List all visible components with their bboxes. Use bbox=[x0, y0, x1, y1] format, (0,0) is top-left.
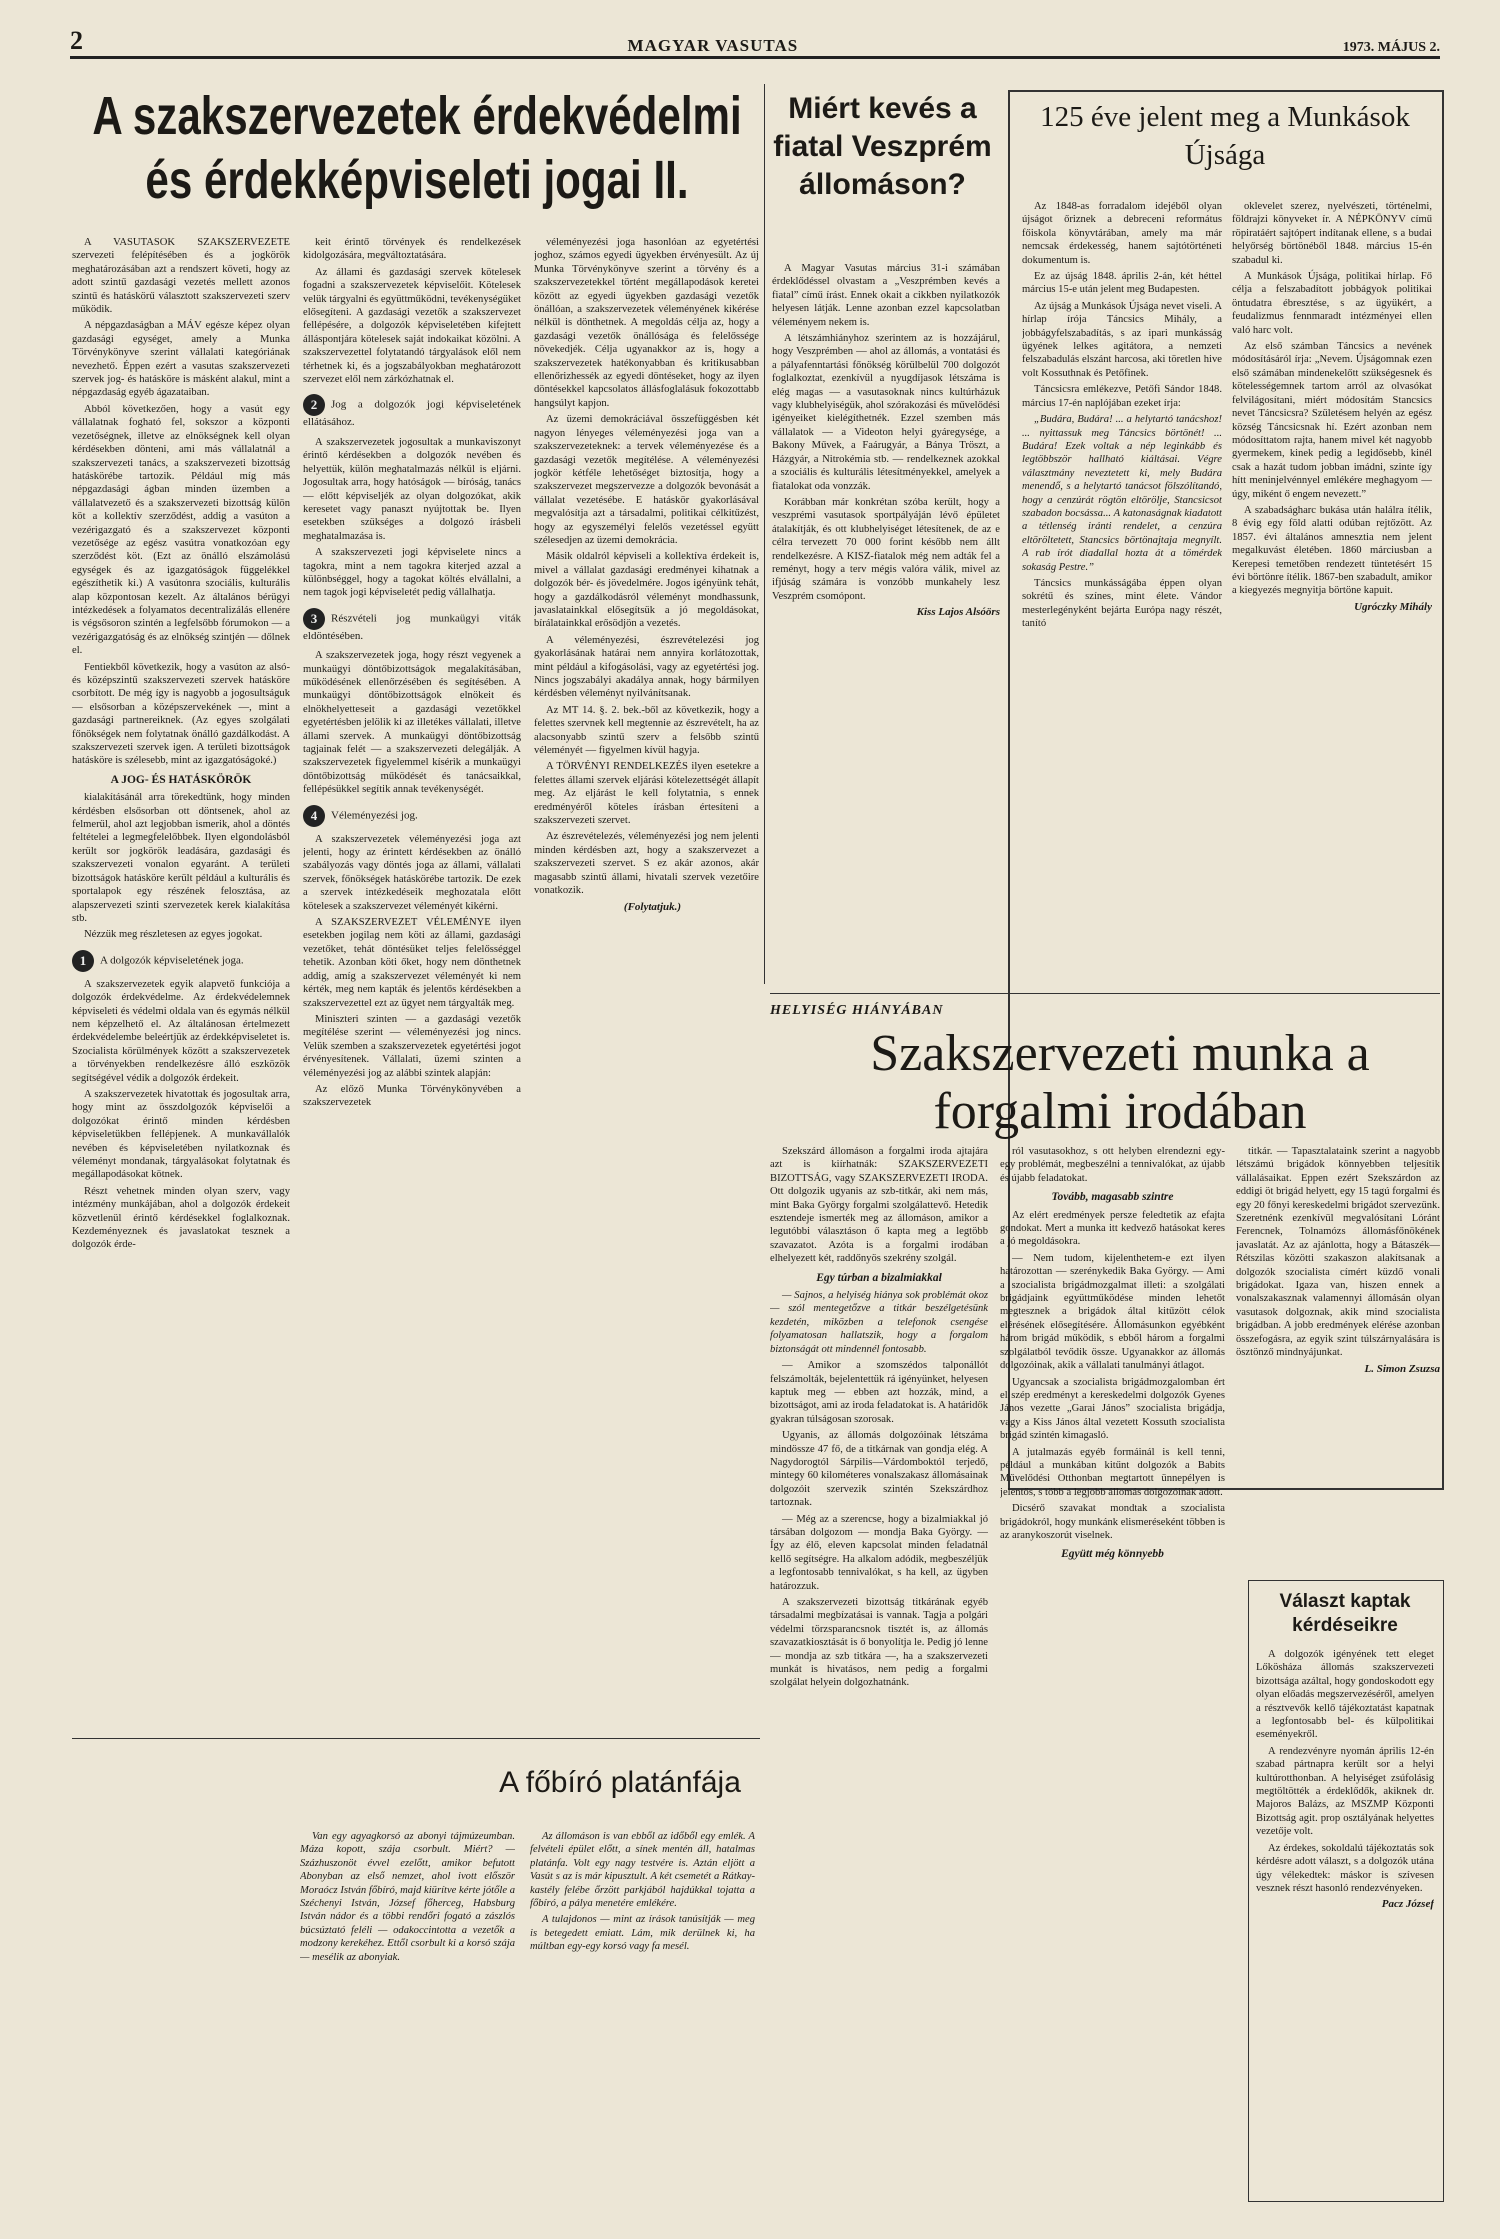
subheading: A JOG- ÉS HATÁSKÖRÖK bbox=[110, 773, 252, 786]
paragraph: titkár. — Tapasztalataink szerint a nagyobb létszámú brigádok könnyebben teljesítik vállalásaikat. Eppen ezért Szekszárdon az eddigi öt brigád helyett, egy 15 tagú forgalmi és egy 20 főnyi kereskedelmi brigádot szervezünk. Szeretnénk ezenkívül megvalósítani Lóránt Ferencnek, Tolnamózs állomásfőnökének javaslatát. Az az ajánlotta, hogy a Bátaszék—Rétszilas közötti szakaszon alakítsanak a dolgozók szocialista címért küzdő vonali brigádokat. Igaza van, hiszen ennek a vonalszakasznak valamennyi állomásán olyan vasutasok dolgoznak, akik mind szocialista brigádban. A jobb eredmények elérése azonban összefogásra, az egyik szint túlszárnyalására is ösztönző mindnyájunkat. bbox=[1236, 1146, 1440, 1359]
paragraph: Táncsics munkásságába éppen olyan sokrétű és színes, mint élete. Vándor mesterlegényként bejárta Európa nagy részét, tanító bbox=[1022, 577, 1222, 630]
paragraph: Fentiekből következik, hogy a vasúton az alsó- és középszintű szakszervezeti szervek hatásköre csorbított. De még így is nagyobb a jogosultságuk — elsősorban a középszervekének —, mint a gazdasági partnereiknek. (Az egyes szolgálati főnökségek nem folytatnak önálló gazdálkodást. A szakszervezeti szervek igen. A területi bizottságok hatásköre is szélesebb, mint az igazgatóságoké.) bbox=[72, 661, 290, 767]
main-article-col1 bbox=[72, 236, 290, 1850]
paragraph: — Még az a szerencse, hogy a bizalmiakkal jó társában dolgozom — mondja Baka György. — Így az élő, eleven kapcsolat minden feladatnál kellő segítségre. Ha alkalom adódik, megbeszéljük a legfontosabb tennivalókat, s ha kell, az ügyben határozzuk. bbox=[770, 1513, 988, 1592]
paragraph: kialakításánál arra törekedtünk, hogy minden kérdésben elsősorban ott döntsenek, ahol az felmerül, ahol azt legjobban ismerik, ahol a döntés feltételei a legmegfelelőbbek. Ilyen elgondolásból került sor jogkörök leadására, gazdasági és szakszervezeti vonalon egyaránt. A területi bizottságok hatásköre került például a kulturális és sportalapok egy részének felosztása, az alapszervezeti szinti szervezetek kerek kialakítása stb. bbox=[72, 792, 290, 924]
author-signature: Ugróczky Mihály bbox=[1354, 600, 1432, 613]
paragraph: Abból következően, hogy a vasút egy vállalatnak fogható fel, sokszor a központi vezetőségnek, illetve az elnökségnek kell olyan kérdésekben dönteni, ami más vállalatnál a szakszervezeti tanács, a szakszervezeti bizottság hatáskörébe tartozik. Például míg más népgazdasági ágban minden üzemben a vállalatvezető és a szakszervezeti bizottság külön köt a kollektív szerződést, addig a vasúton a vezérigazgató és a szakszervezet központi vezetősége az egész vasútra vonatkozóan egy szerződést köt. (Ezt az önálló elszámolású egységek és az igazgatóságok függelékkel egészíthetik ki.) A vasútonra szociális, kulturális alap központosan kezelt. Az általános bérügyi intézkedések a folyamatos decentralizálás ellenére is végsősoron szintén a legfelsőbb fórumokon — a vezérigazgatóság és az elnökség szintjén — dőlnek el. bbox=[72, 403, 290, 657]
boxed-notice-body bbox=[1256, 1648, 1434, 2193]
paragraph: — Nem tudom, kijelenthetem-e ezt ilyen határozottan — szerénykedik Baka György. — Ami a szocialista brigádmozgalmat illeti: a szolgálati brigádjaink együttműködése minden lehetőt megtesznek a brigádok által kitűzött célok elérésének elősegítésére. Állomásunkon egyébként három brigád működik, s ebből három a forgalmi szolgálatból tevődik össze. Ugyanakkor az állomás dolgozóinak, akik a vállalati tanulmányi átlagot. bbox=[1000, 1252, 1225, 1372]
author-signature: L. Simon Zsuzsa bbox=[1364, 1362, 1440, 1375]
article2-col3 bbox=[1236, 1145, 1440, 1565]
article3-col2 bbox=[530, 1830, 755, 2190]
paragraph: A szakszervezeti jogi képviselete nincs a tagokra, mint a nem tagokra kiterjed azzal a különbséggel, hogy a tagokat költés elvállalni, a nem tagok jogi képviseletét pedig vállalhatja. bbox=[303, 547, 521, 599]
masthead bbox=[70, 26, 1440, 59]
paragraph: Van egy agyagkorsó az abonyi tájmúzeumban. Máza kopott, szája csorbult. Miért? — Százhuszonöt évvel ezelőtt, amikor befutott Abonyban az első nemzet, ahol ivott először Moraócz István főbíró, majd kiürítve kérte jótőle a Széchenyi István, József főherceg, Habsburg István nádor és a többi rendőri fogató a zászlós búcsúztató feléli — odakoccintotta a vezetők a modzony kerekéhez. Ettől csorbult ki a korsó szája — mesélik az abonyiak. bbox=[300, 1831, 515, 1963]
boxed-article-col2 bbox=[1232, 200, 1432, 980]
section-2 bbox=[303, 394, 521, 429]
newspaper-name: MAGYAR VASUTAS bbox=[627, 36, 799, 55]
paragraph: ról vasutasokhoz, s ott helyben elrendezni egy-egy problémát, megbeszélni a tennivalókat, az újabb és újabb feladatokat. bbox=[1000, 1146, 1225, 1184]
paragraph: A Munkások Újsága, politikai hírlap. Fő célja a felszabadított jobbágyok politikai öntudatra ébresztése, s az ügyükért, a feudalizmus fennmaradt intézményei ellen való harc volt. bbox=[1232, 271, 1432, 336]
number-badge-1: 1 bbox=[72, 950, 94, 972]
subheading: Egy túrban a bizalmiakkal bbox=[816, 1271, 942, 1284]
section-title: Jog a dolgozók jogi képviseletének ellátásához. bbox=[303, 399, 521, 429]
paragraph: keit érintő törvények és rendelkezések kidolgozására, megváltoztatására. bbox=[303, 237, 521, 262]
paragraph: Ugyanis, az állomás dolgozóinak létszáma mindössze 47 fő, de a titkárnak van gondja elég. A Nagydorogtól Sárpilis—Várdomboktól terjedő, mintegy 60 kilométeres vonalszakasz állomásainak dolgozóit szervezik szintén Szekszárdhoz tartoznak. bbox=[770, 1430, 988, 1509]
paragraph: Részt vehetnek minden olyan szerv, vagy intézmény munkájában, ahol a dolgozók érdekeit közvetlenül érintő kérdésekkel foglalkoznak. Kezdeményeznek és javaslatokat tesznek a dolgozók érde- bbox=[72, 1185, 290, 1251]
author-signature: Pacz József bbox=[1381, 1898, 1434, 1911]
boxed-article-headline: 125 éve jelent meg a Munkások Újsága bbox=[1040, 101, 1410, 171]
paragraph: A szakszervezeti bizottság titkárának egyéb társadalmi megbízatásai is vannak. Tagja a polgári védelmi törzsparancsnok tisztét is, az állomás szavazatkiosztását is ő bonyolítja le. Pedig jó lenne — mondja az szb titkára —, ha a szakszervezeti munkát is hivatásos, nem pedig a forgalmi szolgálat helyein dolgozhatnánk. bbox=[770, 1597, 988, 1689]
paragraph: Az állami és gazdasági szervek kötelesek fogadni a szakszervezetek képviselőit. Kötelesek velük tárgyalni és együttműködni, tevékenységüket elősegíteni. A gazdasági vezetők a szakszervezet fellépésére, a dolgozók képviseletében kifejtett álláspontjára kötelesek saját indokaikat közölni. A szakszervezettel folytatandó tárgyalások elől nem térhetnek ki, és a jogszabályokban meghatározott szervezet elől nem zárkózhatnak el. bbox=[303, 266, 521, 386]
paragraph: Az észrevételezés, véleményezési jog nem jelenti minden kérdésben azt, hogy a szakszervezet a szakszervezeti szervet. S ez akár azonos, akár magasabb szintű állami, hivatali szervek vezetőire vonatkozik. bbox=[534, 831, 759, 897]
column-rule bbox=[764, 84, 765, 984]
paragraph: oklevelet szerez, nyelvészeti, történelmi, földrajzi könyveket ír. A NÉPKÖNYV című röpiratáért sajtópert indítanak ellene, s a budai helyőrség börtönéből 1848. március 15-én szabadul ki. bbox=[1232, 201, 1432, 266]
paragraph: Ez az újság 1848. április 2-án, két héttel március 15-e után jelent meg Budapesten. bbox=[1022, 271, 1222, 296]
paragraph: A TÖRVÉNYI RENDELKEZÉS ilyen esetekre a felettes állami szervek eljárási kötelezettségét állapít meg. Az eljárást le kell folytatnia, s ennek eredményéről köteles írásban értesíteni a szakszervezeti szervet. bbox=[534, 761, 759, 827]
paragraph: Korábban már konkrétan szóba került, hogy a veszprémi vasutasok sportpályáján lévő épületet átalakítják, és ott klubhelyiséget létesítenek, de az e célra tervezett 70 000 forint később nem állt rendelkezésre. A KISZ-fiatalok még nem adták fel a reményt, hogy a terv mégis valóra válik, mivel az ifjúság számára is vonzóbb munkahely lesz Veszprém csomópont. bbox=[772, 496, 1000, 602]
paragraph: Az előző Munka Törvénykönyvében a szakszervezetek bbox=[303, 1083, 521, 1109]
paragraph: Szekszárd állomáson a forgalmi iroda ajtajára azt is kiírhatnák: SZAKSZERVEZETI BIZOTTSÁG, vagy SZAKSZERVEZETI IRODA. Ott dolgozik ugyanis az szb-titkár, aki nem más, mint Baka György forgalmi szolgálattevő. Hetedik esztendeje ismerték meg az állomáson, amikor a legutóbbi választáson ő kapta meg a legtöbb szavazatot. Azóta is a forgalmi irodában elhelyezett két, raddőnyös szekrény szolgál. bbox=[770, 1146, 988, 1265]
paragraph: A szakszervezetek hivatottak és jogosultak arra, hogy mint az összdolgozók képviselői a dolgozókat érintő minden kérdésben képviseletükben fellépjenek. A munkavállalók nevében és képviseletében nyilatkoznak és véleményt mondanak, tárgyalásokat folytatnak és megállapodásokat kötnek. bbox=[72, 1088, 290, 1181]
paragraph: Az érdekes, sokoldalú tájékoztatás sok kérdésre adott választ, s a dolgozók utána úgy vélekedtek: máskor is szívesen vesznek részt hasonló rendezvényeken. bbox=[1256, 1842, 1434, 1894]
paragraph: A VASUTASOK SZAKSZERVEZETE szervezeti felépítésében és a jogkörök meghatározásában azt a rendszert követi, hogy az adott szintű gazdasági vezetés mellett azonos szintű és hatáskörű választott szakszervezeti szerv működik. bbox=[72, 237, 290, 316]
paragraph: A Magyar Vasutas március 31-i számában érdeklődéssel olvastam a „Veszprémben kevés a fiatal” című írást. Ennek okait a cikkben nyilatkozók helyesen látják. Lenne azonban ezzel kapcsolatban véleményem nekem is. bbox=[772, 263, 1000, 328]
paragraph: „Budára, Budára! ... a helytartó tanácshoz! ... nyittassuk meg Táncsics börtönét! ... Budára! Ezek voltak a nép leginkább és legtöbbször hallható kiáltásai. Végre választmány neveztetett ki, mely Budára menendő, s a helytartó tanácsot fölszólítandó, hogy a cenzúrát rögtön eltörölje, Stancsicsot szabadon bocsássa... A katonaságnak kiadatott a tétlenség iránti rendelet, a cenzúra eltöröltetett, Stancsics börtönajtaja megnyílt. A rab írót diadallal hozta át a tömérdek sokaság Pestre.” bbox=[1022, 414, 1222, 573]
subheading: Együtt még könnyebb bbox=[1061, 1548, 1164, 1561]
boxed-notice-headline: Választ kaptak kérdéseikre bbox=[1279, 1591, 1411, 1636]
paragraph: A rendezvényre nyomán április 12-én szabad pártnapra került sor a helyi kultúrotthonban. A helyiséget zsúfolásig megtöltötték a érdeklődők, akiknek dr. Majoros Balázs, az MSZMP Központi Bizottság agit. prop osztályának helyettes vezetője volt. bbox=[1256, 1745, 1434, 1838]
section-title: A dolgozók képviseletének joga. bbox=[100, 954, 244, 967]
section-4 bbox=[303, 805, 521, 827]
paragraph: Táncsicsra emlékezve, Petőfi Sándor 1848. március 17-én naplójában ezeket írja: bbox=[1022, 384, 1222, 409]
paragraph: A népgazdaságban a MÁV egésze képez olyan gazdasági egységet, amely a Munka Törvénykönyve szerint vállalati kategóriának nevezhető. Éppen ezért a vasutas szakszervezeti szervek jog- és hatásköre is másként alakul, mint a népgazdaság egyéb ágazataiban. bbox=[72, 320, 290, 399]
author-signature: Kiss Lajos Alsóörs bbox=[916, 606, 1000, 619]
paragraph: Az MT 14. §. 2. bek.-ből az következik, hogy a felettes szervnek kell megtennie az észrevételt, ha az alacsonyabb szintű szerv a felsőbb szintű véleményét — figyelmen kívül hagyja. bbox=[534, 704, 759, 757]
paragraph: Dicsérő szavakat mondtak a szocialista brigádokról, hogy munkánk elismeréseként többen is az aranykoszorút viselnek. bbox=[1000, 1503, 1225, 1541]
section-3 bbox=[303, 608, 521, 643]
section-rule bbox=[72, 1738, 760, 1739]
section-title: Részvételi jog munkaügyi viták eldöntésében. bbox=[303, 612, 521, 642]
main-headline-line1: A szakszervezetek érdekvédelmi bbox=[92, 86, 742, 146]
number-badge-3: 3 bbox=[303, 608, 325, 630]
paragraph: Miniszteri szinten — a gazdasági vezetők megítélése szerint — véleményezési jog nincs. Velük szemben a szakszervezetek egyetértési jogot érvényesítenek. Vállalati, üzemi szinten a véleményezési jog az alábbi szintek alapján: bbox=[303, 1013, 521, 1079]
page-number: 2 bbox=[70, 26, 83, 55]
paragraph: Az állomáson is van ebből az időből egy emlék. A felvételi épület előtt, a sínek mentén áll, hatalmas platánfa. Volt egy nagy testvére is. Aztán eljött a Vasút s az is már kipusztult. A két csemetét a Rátkay-kastély felébe őrzött parkjából hajdúkkal tojatta a főbíró, a pálya menetére emlékére. bbox=[530, 1831, 755, 1910]
paragraph: A szabadságharc bukása után halálra ítélik, 8 évig egy föld alatti odúban rejtőzött. Az 1857. évi általános amnesztia nem jelent megalkuvást életében. 1860 márciusban a Kerepesi temetőben rendezett tüntetésért 15 évi börtönre ítélik. 1867-ben szabadult, amikor a kiegyezés megnyitja börtöne kapuit. bbox=[1232, 504, 1432, 597]
article2-col2 bbox=[1000, 1145, 1225, 2205]
paragraph: Ugyancsak a szocialista brigádmozgalomban ért el szép eredményt a kereskedelmi dolgozók Gyenes János vezette „Garai János” szocialista brigádja, vagy a Kiss János által vezetett Kossuth szocialista brigád szintén kimagasló. bbox=[1000, 1376, 1225, 1442]
paragraph: — Amikor a szomszédos talponállót felszámolták, bejelentettük rá igényünket, helyesen kaptuk meg — ebben azt hozzák, mind, a bizottságot, ami az iroda feladatokat is. A határidők gyakran túlságosan szorosak. bbox=[770, 1360, 988, 1425]
paragraph: Az újság a Munkások Újsága nevet viseli. A hírlap írója Táncsics Mihály, a jobbágyfelszabadítás, s az ipari munkásság ügyének lelkes agitátora, a nemzeti felszabadulás elszánt harcosa, aki töretlen hive volt Kossuthnak és Petőfinek. bbox=[1022, 300, 1222, 379]
paragraph: A véleményezési, észrevételezési jog gyakorlásának határai nem annyira korlátozottak, mint például a kifogásolási, vagy az egyetértési jog. Nincs jogszabályi akadálya annak, hogy bármilyen kérdésben véleményt nyilvánítsanak. bbox=[534, 634, 759, 700]
article2-col1 bbox=[770, 1145, 988, 2205]
section-1 bbox=[72, 950, 290, 972]
main-headline-line2: és érdekképviseleti jogai II. bbox=[145, 150, 689, 210]
side-headline: Miért kevés a fiatal Veszprém állomáson? bbox=[773, 92, 992, 201]
subheading: Tovább, magasabb szintre bbox=[1051, 1191, 1174, 1204]
paragraph: — Sajnos, a helyiség hiánya sok problémát okoz — szól mentegetőzve a titkár beszélgetésünk kezdetén, miközben a telefonok csengése folyamatosan hallatszik, hogy a forgalom biztonságát ott mindennél fontosabb. bbox=[770, 1290, 988, 1355]
section-title: Véleményezési jog. bbox=[331, 809, 418, 822]
paragraph: Az üzemi demokráciával összefüggésben két nagyon lényeges véleményezési joga van a szakszervezeteknek: a tervek véleményezése és a gazdasági vezetők megítélése. A véleményezési jogkör kétféle lehetőséget biztosítja, hogy a szakszervezet megszervezze a dolgozók bevonását a vállalat vezetésébe. E hatáskör gyakorlásával megvalósítja azt a társadalmi, politikai célkitűzést, hogy az egyszemélyi felelős vezetéssel együtt szélesedjen az üzemi demokrácia. bbox=[534, 414, 759, 546]
paragraph: Nézzük meg részletesen az egyes jogokat. bbox=[84, 929, 263, 941]
paragraph: A dolgozók igényének tett eleget Lőkösháza állomás szakszervezeti bizottsága azáltal, hogy gondoskodott egy olyan előadás megszervezéséről, amelyen a résztvevők kellő tájékoztatást kapatnak a legfontosabb bel- és külpolitikai eseményekről. bbox=[1256, 1649, 1434, 1741]
boxed-article-col1 bbox=[1022, 200, 1222, 980]
issue-date: 1973. MÁJUS 2. bbox=[1342, 40, 1440, 55]
paragraph: A szakszervezetek véleményezési joga azt jelenti, hogy az érintett kérdésekben az önálló szabályozás vagy döntés joga az állami, vállalati szervek, főnökségek hatáskörébe tartozik. De ezek a szervek intézkedéseik meghozatala előtt kötelesek a szakszervezet véleményét kikérni. bbox=[303, 833, 521, 912]
article2-headline: Szakszervezeti munka a forgalmi irodában bbox=[870, 1025, 1370, 1140]
paragraph: A szakszervezetek joga, hogy részt vegyenek a munkaügyi döntőbizottságok megalakításában, működésének ellenőrzésében és segítésében. A munkaügyi döntőbizottságok elnökeit és elnökhelyetteseit a gazdasági vezetőkkel egyetértésben jelölik ki az illetékes vállalati, illetve állami szervek. A munkaügyi döntőbizottság tagjainak felét — a szakszervezeti delegálják. A szakszervezetek figyelemmel kísérik a munkaügyi döntőbizottság működését és tanácsaikkal, fellépésükkel segítik annak tevékenységét. bbox=[303, 650, 521, 796]
paragraph: A létszámhiányhoz szerintem az is hozzájárul, hogy Veszprémben — ahol az állomás, a vontatási és a pályafenntartási főnökség körülbelül 700 dolgozót foglalkoztat, ezenkívül a nyugdíjasok létszáma is elég magas — a vasutasoknak nincs kultúrházuk vagy klubhelyiségük, ahol szórakozási és művelődési igényeiket kielégíthetnék. Ezzel szemben más vállalatok — a Videoton helyi gyáregysége, a Bakony Művek, a Faárugyár, a Bánya Tröszt, a Házgyár, a Nitrokémia stb. — rendelkeznek azokkal a szociális és kulturális létesítményekkel, amelyek a fiatalokat oda vonzzák. bbox=[772, 333, 1000, 492]
paragraph: Az első számban Táncsics a nevének módosításáról írja: „Nevem. Újságomnak ezen első számában mindenekelőtt szükségesnek és kötelességemnek tartom arról az olvasókat felvilágosítani, miért módosítám Stancsics nevet Táncsicsra? Születésem helyén az egész község Táncsicsnak hí. Ezért azonban nem módosíttatom rajta, hanem mivel két nagyobb gyermekem, kinek pedig a legidősebb, kinél csak a hazát tudom jobban imádni, szinte így hítt meninjelvénnyel emlékére meghagyom — úgy, miként ő engem nevezett.” bbox=[1232, 341, 1432, 500]
paragraph: A SZAKSZERVEZET VÉLEMÉNYE ilyen esetekben jogilag nem köti az állami, gazdasági vezetőket, tehát döntésüket teljes felelősséggel tehetik. Azonban köti őket, hogy nem dönthetnek addig, amíg a szakszervezet véleményét ki nem kérték, meg nem kapták és jelentős kérdésekben a szakszervezettel ezt az ügyet nem tárgyalták meg. bbox=[303, 917, 521, 1009]
paragraph: Az 1848-as forradalom idejéből olyan újságot őriznek a debreceni református főiskola könyvtárában, amely ma már nemcsak érdekesség, hanem sajtótörténeti dokumentum is. bbox=[1022, 201, 1222, 266]
paragraph: A szakszervezetek jogosultak a munkaviszonyt érintő kérdésekben a dolgozók nevében és helyettük, külön meghatalmazás nélkül is eljárni. Jogosultak arra, hogy hatóságok — bíróság, tanács — előtt képviseljék az olyan dolgozókat, akik keresetet vagy panaszt nyújtottak be. Ilyen esetekben szükséges a dolgozó írásbeli meghatalmazása is. bbox=[303, 436, 521, 542]
article2-kicker: HELYISÉG HIÁNYÁBAN bbox=[770, 1003, 944, 1018]
continuation-note: (Folytatjuk.) bbox=[623, 900, 682, 913]
paragraph: Az elért eredmények persze feledtetik az efajta gondokat. Mert a munka itt kedvező hatásokat keres a jó megoldásokra. bbox=[1000, 1209, 1225, 1248]
number-badge-4: 4 bbox=[303, 805, 325, 827]
paragraph: A jutalmazás egyéb formáinál is kell tenni, például a munkában kitűnt dolgozók a Babits Művelődési Otthonban megtartott ünnepélyen is jelentős, s több a legjobb állomás dolgozóinak adott. bbox=[1000, 1446, 1225, 1498]
paragraph: A szakszervezetek egyik alapvető funkciója a dolgozók érdekvédelme. Az érdekvédelemnek képviseleti és védelmi oldala van és egymás nélkül nem képzelhető el. Az általánosan értelmezett érdekvédelembe beleértjük az érdekképviseletet is. Szocialista körülmények között a szakszervezetek a törvényekben rendelkezésre álló eszközök segítségével védik a dolgozók érdekeit. bbox=[72, 978, 290, 1084]
paragraph: Másik oldalról képviseli a kollektíva érdekeit is, mivel a vállalat gazdasági eredményei kihatnak a dolgozók bér- és jövedelmére. Jogos igényünk tehát, hogy a gazdálkodásról véleményt mondhassunk, javaslatainkkal elősegítsük a jó megoldásokat, bírálatainkkal erősödjön a vezetés. bbox=[534, 551, 759, 630]
article3-col1 bbox=[300, 1830, 515, 2190]
main-article-col3 bbox=[534, 236, 759, 1736]
section-rule bbox=[770, 993, 1440, 994]
main-article-col2 bbox=[303, 236, 521, 1716]
paragraph: A tulajdonos — mint az írások tanúsítják — meg is betegedett emiatt. Lám, mik derülnek ki, ha múltban egy-egy korsó vagy fa mesél. bbox=[530, 1914, 755, 1953]
article3-headline: A főbíró platánfája bbox=[499, 1766, 741, 1799]
main-headline bbox=[92, 84, 742, 212]
paragraph: véleményezési joga hasonlóan az egyetértési joghoz, számos egyedi ügyekben érvényesült. Az új Munka Törvénykönyve szerint a törvény és a szakszervezetekkel történt megállapodások keretei között az egyedi ügyekben gazdasági vezetők önállóan, a szakszervezetek véleményének kikérése nélkül is dönthetnek. A megoldás célja az, hogy a gazdasági vezetők önállósága és felelőssége növekedjék. Célja ugyanakkor az is, hogy a szakszervezetek hatékonyabban és kritikusabban ellenőrizhessék az egyedi döntéseket, hogy az ilyen döntésekkel kapcsolatos állásfoglalásuk fokozottabb hangsúlyt kapjon. bbox=[534, 237, 759, 409]
side-article-body bbox=[772, 262, 1000, 982]
number-badge-2: 2 bbox=[303, 394, 325, 416]
